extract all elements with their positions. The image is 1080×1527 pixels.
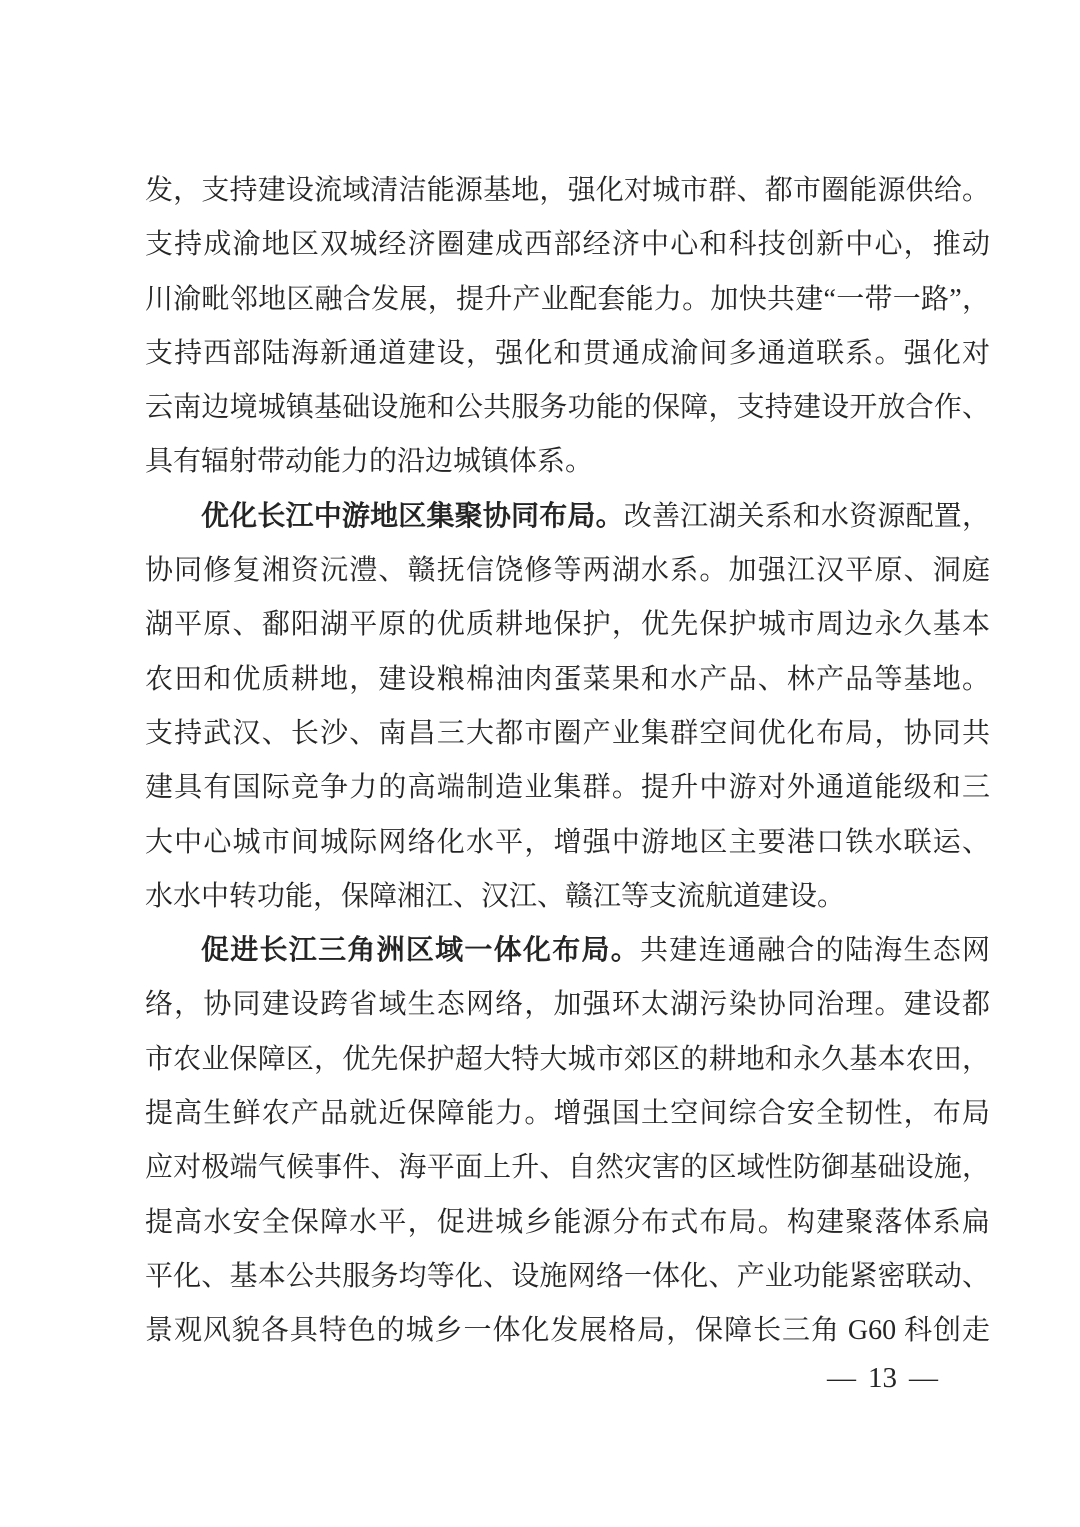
paragraph-line: 建具有国际竞争力的高端制造业集群。提升中游对外通道能级和三 (145, 772, 990, 804)
paragraph-line: 农田和优质耕地，建设粮棉油肉蛋菜果和水产品、林产品等基地。 (145, 663, 990, 695)
footer-right-dash: — (909, 1362, 938, 1394)
paragraph-line: 应对极端气候事件、海平面上升、自然灾害的区域性防御基础设施， (145, 1152, 990, 1184)
paragraph-line: 提高生鲜农产品就近保障能力。增强国土空间综合安全韧性，布局 (145, 1098, 990, 1130)
paragraph-line: 提高水安全保障水平，促进城乡能源分布式布局。构建聚落体系扁 (145, 1206, 990, 1238)
paragraph-line: 平化、基本公共服务均等化、设施网络一体化、产业功能紧密联动、 (145, 1260, 990, 1292)
page-number: 13 (868, 1362, 897, 1394)
paragraph-heading: 优化长江中游地区集聚协同布局。 (201, 500, 624, 532)
paragraph-line: 具有辐射带动能力的沿边城镇体系。 (145, 446, 594, 478)
paragraph-heading: 促进长江三角洲区域一体化布局。 (201, 935, 641, 967)
paragraph (145, 490, 990, 924)
paragraph-line: 支持成渝地区双城经济圈建成西部经济中心和科技创新中心，推动 (145, 229, 990, 261)
paragraph-line: 发，支持建设流域清洁能源基地，强化对城市群、都市圈能源供给。 (145, 175, 990, 206)
paragraph-line: 大中心城市间城际网络化水平，增强中游地区主要港口铁水联运、 (145, 826, 990, 858)
paragraph-line: 湖平原、鄱阳湖平原的优质耕地保护，优先保护城市周边永久基本 (145, 609, 990, 641)
paragraph-line: 景观风貌各具特色的城乡一体化发展格局，保障长三角 G60 科创走 (145, 1315, 990, 1347)
paragraph-line: 支持武汉、长沙、南昌三大都市圈产业集群空间优化布局，协同共 (145, 717, 990, 749)
footer-left-dash: — (827, 1362, 856, 1394)
paragraph-line (145, 924, 990, 978)
document-body (145, 164, 990, 1359)
paragraph-line: 支持西部陆海新通道建设，强化和贯通成渝间多通道联系。强化对 (145, 337, 990, 369)
paragraph-line: 水水中转功能，保障湘江、汉江、赣江等支流航道建设。 (145, 880, 846, 912)
paragraph-heading-rest: 改善江湖关系和水资源配置， (623, 500, 990, 532)
page-footer (827, 1360, 938, 1396)
paragraph (145, 924, 990, 1358)
paragraph-line (145, 490, 990, 544)
paragraph-line: 络，协同建设跨省域生态网络，加强环太湖污染协同治理。建设都 (145, 989, 990, 1021)
paragraph (145, 164, 990, 490)
paragraph-heading-rest: 共建连通融合的陆海生态网 (640, 935, 990, 967)
paragraph-line: 协同修复湘资沅澧、赣抚信饶修等两湖水系。加强江汉平原、洞庭 (145, 555, 990, 587)
paragraph-line: 云南边境城镇基础设施和公共服务功能的保障，支持建设开放合作、 (145, 392, 990, 424)
paragraph-line: 川渝毗邻地区融合发展，提升产业配套能力。加快共建“一带一路”， (145, 283, 990, 315)
paragraph-line: 市农业保障区，优先保护超大特大城市郊区的耕地和永久基本农田， (145, 1043, 990, 1075)
